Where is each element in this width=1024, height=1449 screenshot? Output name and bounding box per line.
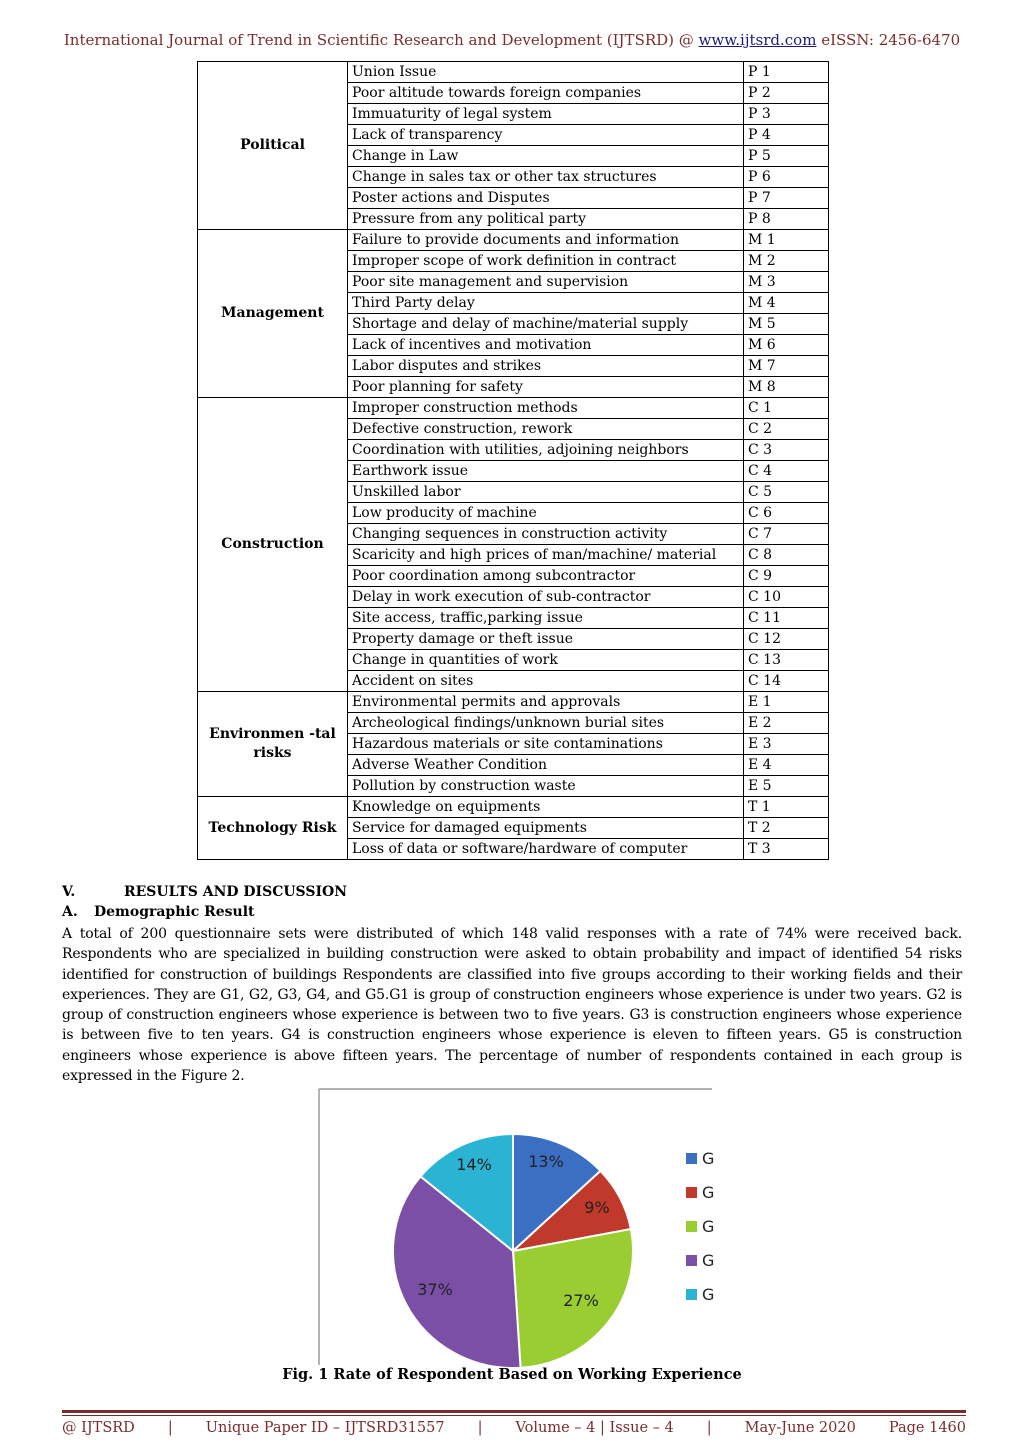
risk-category: Management	[198, 230, 348, 398]
legend-label: G	[702, 1149, 714, 1168]
risk-factor: Scaricity and high prices of man/machine/ material	[348, 545, 744, 566]
risk-category: Construction	[198, 398, 348, 692]
risk-code: P 2	[744, 83, 829, 104]
risk-factor: Change in Law	[348, 146, 744, 167]
legend-label: G	[702, 1217, 714, 1236]
pie-data-label: 14%	[456, 1155, 492, 1174]
pie-chart	[318, 1087, 714, 1367]
risk-table	[197, 61, 829, 860]
pie-chart-figure	[318, 1087, 714, 1367]
section-title: RESULTS AND DISCUSSION	[124, 884, 348, 900]
footer-page: Page 1460	[888, 1420, 966, 1436]
risk-code: M 2	[744, 251, 829, 272]
footer-rule	[62, 1410, 966, 1413]
subsection-heading	[62, 904, 962, 920]
risk-factor: Archeological findings/unknown burial sites	[348, 713, 744, 734]
risk-factor: Knowledge on equipments	[348, 797, 744, 818]
footer-sep-3: |	[706, 1420, 712, 1436]
risk-code: E 2	[744, 713, 829, 734]
footer-sep-2: |	[477, 1420, 483, 1436]
risk-category: Technology Risk	[198, 797, 348, 860]
risk-code: C 14	[744, 671, 829, 692]
risk-factor: Labor disputes and strikes	[348, 356, 744, 377]
risk-code: C 1	[744, 398, 829, 419]
risk-factor: Earthwork issue	[348, 461, 744, 482]
legend-swatch	[686, 1221, 697, 1232]
risk-factor: Union Issue	[348, 62, 744, 83]
risk-factor: Poor coordination among subcontractor	[348, 566, 744, 587]
risk-code: P 3	[744, 104, 829, 125]
risk-factor: Property damage or theft issue	[348, 629, 744, 650]
risk-code: C 11	[744, 608, 829, 629]
risk-code: C 13	[744, 650, 829, 671]
table-row	[198, 692, 829, 713]
risk-factor: Pollution by construction waste	[348, 776, 744, 797]
pie-slices	[393, 1134, 633, 1367]
risk-factor: Unskilled labor	[348, 482, 744, 503]
pie-data-label: 13%	[528, 1152, 564, 1171]
risk-code: E 4	[744, 755, 829, 776]
legend-label: G	[702, 1251, 714, 1270]
header-text: International Journal of Trend in Scientific Research and Development (IJTSRD) @	[63, 31, 699, 49]
risk-factor: Lack of incentives and motivation	[348, 335, 744, 356]
legend-label: G	[702, 1183, 714, 1202]
footer-paper-id: Unique Paper ID – IJTSRD31557	[205, 1420, 445, 1436]
risk-factor: Poor altitude towards foreign companies	[348, 83, 744, 104]
risk-factor: Low producity of machine	[348, 503, 744, 524]
risk-factor: Changing sequences in construction activity	[348, 524, 744, 545]
subsection-title: Demographic Result	[94, 904, 255, 920]
risk-code: C 7	[744, 524, 829, 545]
risk-code: P 1	[744, 62, 829, 83]
footer-rule-thin	[62, 1415, 966, 1416]
risk-factor: Lack of transparency	[348, 125, 744, 146]
risk-factor: Poor planning for safety	[348, 377, 744, 398]
risk-code: E 5	[744, 776, 829, 797]
risk-code: M 8	[744, 377, 829, 398]
footer-journal: @ IJTSRD	[62, 1420, 135, 1436]
pie-data-label: 9%	[584, 1198, 610, 1217]
risk-factor: Hazardous materials or site contaminations	[348, 734, 744, 755]
legend-swatch	[686, 1289, 697, 1300]
risk-code: P 5	[744, 146, 829, 167]
risk-factor: Site access, traffic,parking issue	[348, 608, 744, 629]
risk-code: C 9	[744, 566, 829, 587]
footer-date: May-June 2020	[744, 1420, 856, 1436]
legend-label: G	[702, 1285, 714, 1304]
risk-code: T 2	[744, 818, 829, 839]
risk-factor: Immuaturity of legal system	[348, 104, 744, 125]
table-row	[198, 62, 829, 83]
risk-code: C 8	[744, 545, 829, 566]
pie-legend	[686, 1149, 714, 1304]
risk-category: Environmen -tal risks	[198, 692, 348, 797]
risk-code: M 4	[744, 293, 829, 314]
risk-code: M 1	[744, 230, 829, 251]
risk-code: E 1	[744, 692, 829, 713]
risk-code: P 8	[744, 209, 829, 230]
risk-factor: Change in sales tax or other tax structures	[348, 167, 744, 188]
table-row	[198, 230, 829, 251]
risk-code: M 3	[744, 272, 829, 293]
risk-code: C 3	[744, 440, 829, 461]
risk-factor: Poster actions and Disputes	[348, 188, 744, 209]
pie-data-label: 27%	[563, 1291, 599, 1310]
risk-code: C 12	[744, 629, 829, 650]
section-number: V.	[62, 884, 76, 900]
legend-swatch	[686, 1187, 697, 1198]
risk-code: T 1	[744, 797, 829, 818]
figure-caption: Fig. 1 Rate of Respondent Based on Working Experience	[282, 1366, 742, 1383]
section-heading	[62, 884, 962, 900]
risk-code: P 6	[744, 167, 829, 188]
risk-factor: Improper scope of work definition in contract	[348, 251, 744, 272]
risk-code: P 7	[744, 188, 829, 209]
risk-factor: Pressure from any political party	[348, 209, 744, 230]
risk-code: M 7	[744, 356, 829, 377]
risk-code: C 5	[744, 482, 829, 503]
body-paragraph: A total of 200 questionnaire sets were distributed of which 148 valid responses with a rate of 74% were received back. Respondents who are specialized in building construction were asked to obtain probability and impact of identified 54 risks identified for construction of buildings Respondents are classified into five groups according to their working fields and their experiences. They are G1, G2, G3, G4, and G5.G1 is group of construction engineers whose experience is under two years. G2 is group of construction engineers whose experience is between two to five years. G3 is construction engineers whose experience is between five to ten years. G4 is construction engineers whose experience is eleven to fifteen years. G5 is construction engineers whose experience is above fifteen years. The percentage of number of respondents contained in each group is expressed in the Figure 2.	[62, 926, 962, 1085]
risk-code: P 4	[744, 125, 829, 146]
page-footer	[62, 1420, 966, 1436]
journal-header	[0, 31, 1024, 49]
table-row	[198, 797, 829, 818]
risk-factor: Loss of data or software/hardware of computer	[348, 839, 744, 860]
risk-factor: Change in quantities of work	[348, 650, 744, 671]
journal-link[interactable]: www.ijtsrd.com	[698, 31, 817, 49]
risk-factor: Service for damaged equipments	[348, 818, 744, 839]
risk-code: M 5	[744, 314, 829, 335]
risk-code: M 6	[744, 335, 829, 356]
risk-code: C 4	[744, 461, 829, 482]
subsection-number: A.	[62, 904, 78, 920]
risk-factor: Improper construction methods	[348, 398, 744, 419]
footer-volume: Volume – 4 | Issue – 4	[515, 1420, 674, 1436]
risk-factor: Poor site management and supervision	[348, 272, 744, 293]
footer-sep-1: |	[167, 1420, 173, 1436]
risk-factor: Accident on sites	[348, 671, 744, 692]
risk-code: C 10	[744, 587, 829, 608]
table-row	[198, 398, 829, 419]
risk-factor: Failure to provide documents and information	[348, 230, 744, 251]
legend-swatch	[686, 1153, 697, 1164]
risk-factor: Shortage and delay of machine/material supply	[348, 314, 744, 335]
header-issn: eISSN: 2456-6470	[816, 31, 961, 49]
risk-factor: Delay in work execution of sub-contractor	[348, 587, 744, 608]
risk-code: E 3	[744, 734, 829, 755]
risk-factor: Adverse Weather Condition	[348, 755, 744, 776]
risk-code: C 6	[744, 503, 829, 524]
risk-factor: Environmental permits and approvals	[348, 692, 744, 713]
risk-factor: Coordination with utilities, adjoining neighbors	[348, 440, 744, 461]
risk-category: Political	[198, 62, 348, 230]
risk-code: T 3	[744, 839, 829, 860]
risk-factor: Defective construction, rework	[348, 419, 744, 440]
pie-data-label: 37%	[417, 1280, 453, 1299]
risk-code: C 2	[744, 419, 829, 440]
risk-factor: Third Party delay	[348, 293, 744, 314]
legend-swatch	[686, 1255, 697, 1266]
